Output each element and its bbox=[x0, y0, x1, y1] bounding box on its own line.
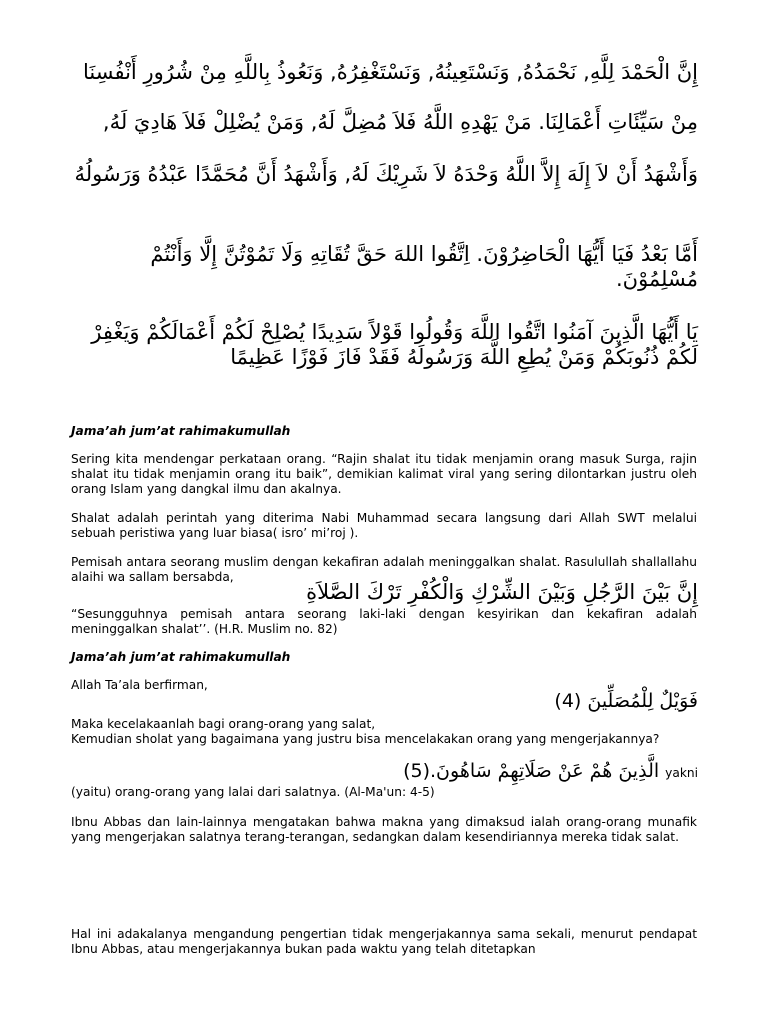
section-heading-2: Jama’ah jum’at rahimakumullah bbox=[71, 650, 291, 664]
opening-doa-line-1: إِنَّ الْحَمْدَ لِلَّهِ, نَحْمَدُهُ, وَنَسْتَعِينُهُ, وَنَسْتَغْفِرُهُ, وَنَعُوذُ بِاللَّهِ مِنْ شُرُورِ أَنْفُسِنَا bbox=[83, 60, 698, 84]
verse-4-translation: Maka kecelakaanlah bagi orang-orang yang salat, bbox=[71, 717, 376, 731]
paragraph-final: Hal ini adakalanya mengandung pengertian tidak mengerjakannya sama sekali, menurut pendapat Ibnu Abbas, atau mengerjakannya bukan pada waktu yang telah ditetapkan bbox=[71, 927, 697, 956]
amma-badu-text: أَمَّا بَعْدُ فَيَا أَيُّهَا الْحَاضِرُوْنَ. اِتَّقُوا اللهَ حَقَّ تُقَاتِهِ وَلَا تَمُوْتُنَّ إِلَّا وَأَنْتُمْ مُسْلِمُوْنَ. bbox=[150, 242, 698, 291]
yakni-text: yakni bbox=[665, 766, 698, 780]
verse-4-arabic: فَوَيْلٌ لِلْمُصَلِّينَ (4) bbox=[554, 690, 698, 712]
paragraph-pemisah: Pemisah antara seorang muslim dengan kekafiran adalah meninggalkan shalat. Rasulullah shallallahu alaihi wa sallam bersabda, bbox=[71, 555, 697, 584]
opening-doa-line-3: وَأَشْهَدُ أَنْ لاَ إِلَهَ إِلاَّ اللَّهُ وَحْدَهُ لاَ شَرِيْكَ لَهُ, وَأَشْهَدُ أَنَّ مُحَمَّدًا عَبْدُهُ وَرَسُولُهُ bbox=[74, 162, 698, 186]
verse-5-arabic: الَّذِينَ هُمْ عَنْ صَلَاتِهِمْ سَاهُونَ.(5) bbox=[403, 760, 660, 782]
hadith-arabic: إِنَّ بَيْنَ الرَّجُلِ وَبَيْنَ الشِّرْكِ وَالْكُفْرِ تَرْكَ الصَّلاَةِ bbox=[306, 580, 698, 604]
quran-verse-ahzab: يَا أَيُّهَا الَّذِينَ آمَنُوا اتَّقُوا اللَّهَ وَقُولُوا قَوْلاً سَدِيدًا يُصْلِحْ لَكُمْ أَعْمَالَكُمْ وَيَغْفِرْ لَكُمْ ذُنُوبَكُمْ وَمَنْ يُطِعِ اللَّهَ وَرَسُولَهُ فَقَدْ فَازَ فَوْزًا عَظِيمًا bbox=[91, 320, 698, 369]
allah-berfirman-text: Allah Ta’ala berfirman, bbox=[71, 678, 208, 692]
opening-doa-line-2: مِنْ سَيِّئَاتِ أَعْمَالِنَا. مَنْ يَهْدِهِ اللَّهُ فَلاَ مُضِلَّ لَهُ, وَمَنْ يُضْلِلْ فَلاَ هَادِيَ لَهُ, bbox=[102, 110, 698, 134]
section-heading-1: Jama’ah jum’at rahimakumullah bbox=[71, 424, 291, 438]
paragraph-rajin-shalat: Sering kita mendengar perkataan orang. “Rajin shalat itu tidak menjamin orang masuk Surga, rajin shalat itu tidak menjamin orang itu baik”, demikian kalimat viral yang sering dilontarkan justru oleh orang Islam yang dangkal ilmu dan akalnya. bbox=[71, 452, 697, 496]
paragraph-ibnu-abbas: Ibnu Abbas dan lain-lainnya mengatakan bahwa makna yang dimaksud ialah orang-orang munafik yang mengerjakan salatnya terang-terangan, sedangkan dalam kesendiriannya mereka tidak salat. bbox=[71, 815, 697, 844]
verse-5-line bbox=[70, 760, 698, 782]
verse-5-translation: (yaitu) orang-orang yang lalai dari salatnya. (Al-Ma'un: 4-5) bbox=[71, 785, 435, 799]
hadith-translation: “Sesungguhnya pemisah antara seorang laki-laki dengan kesyirikan dan kekafiran adalah meninggalkan shalat’’. (H.R. Muslim no. 82) bbox=[71, 607, 697, 636]
paragraph-isro-miroj: Shalat adalah perintah yang diterima Nabi Muhammad secara langsung dari Allah SWT melalui sebuah peristiwa yang luar biasa( isro’ mi’roj ). bbox=[71, 511, 697, 540]
question-text: Kemudian sholat yang bagaimana yang justru bisa mencelakakan orang yang mengerjakannya? bbox=[71, 732, 660, 746]
